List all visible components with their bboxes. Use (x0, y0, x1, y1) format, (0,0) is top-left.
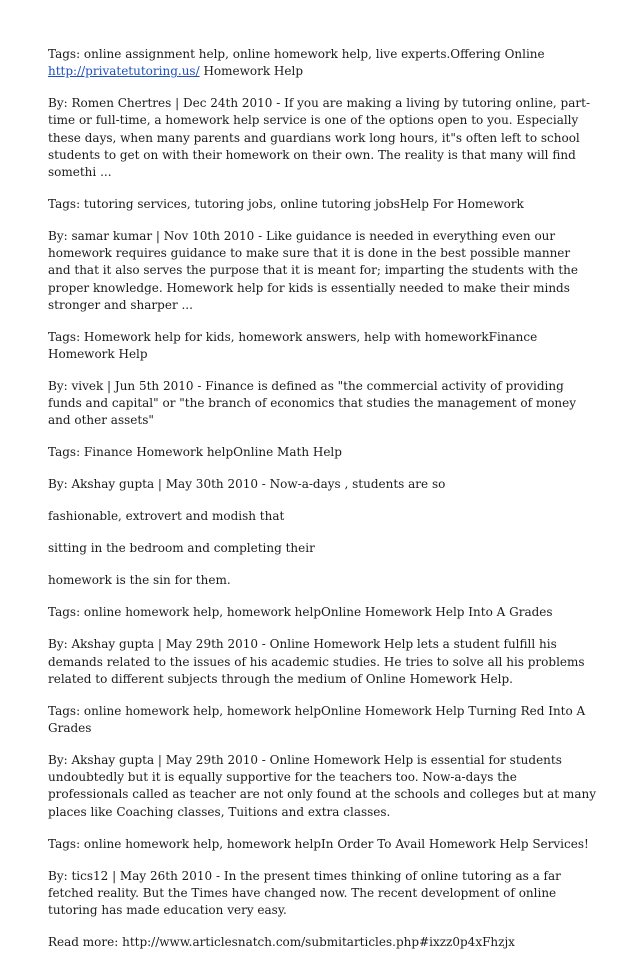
tags-line-1: Tags: tutoring services, tutoring jobs, online tutoring jobsHelp For Homework (48, 197, 524, 212)
intro-tags (48, 46, 596, 80)
tags-line-4: Tags: online homework help, homework helpOnline Homework Help Into A Grades (48, 605, 553, 620)
article-summary-4-line-3: sitting in the bedroom and completing their (48, 541, 315, 556)
intro-tags-suffix: Homework Help (199, 64, 304, 79)
tags-line-5: Tags: online homework help, homework helpOnline Homework Help Turning Red Into A Grades (48, 703, 586, 736)
document-page (48, 46, 596, 966)
article-summary-5: By: Akshay gupta | May 29th 2010 - Online Homework Help lets a student fulfill his demands related to the issues of his academic studies. He tries to solve all his problems related to different subjects through the medium of Online Homework Help. (48, 637, 585, 686)
article-summary-4-line-1: By: Akshay gupta | May 30th 2010 - Now-a-days , students are so (48, 477, 446, 492)
tags-line-3: Tags: Finance Homework helpOnline Math Help (48, 445, 342, 460)
read-more-line: Read more: http://www.articlesnatch.com/submitarticles.php#ixzz0p4xFhzjx (48, 935, 515, 950)
tags-line-2: Tags: Homework help for kids, homework answers, help with homeworkFinance Homework Help (48, 329, 538, 362)
tags-line-6: Tags: online homework help, homework helpIn Order To Avail Homework Help Services! (48, 836, 589, 851)
article-summary-4-line-4: homework is the sin for them. (48, 573, 231, 588)
intro-tags-text: Tags: online assignment help, online homework help, live experts.Offering Online (48, 47, 545, 61)
article-summary-3: By: vivek | Jun 5th 2010 - Finance is defined as "the commercial activity of providing funds and capital" or "the branch of economics that studies the management of money and other assets" (48, 379, 577, 428)
article-summary-6: By: Akshay gupta | May 29th 2010 - Online Homework Help is essential for students undoubtedly but it is equally supportive for the teachers too. Now-a-days the professionals called as teacher are not only found at the schools and colleges but at many places like Coaching classes, Tuitions and extra classes. (48, 753, 596, 819)
privatetutoring-link[interactable]: http://privatetutoring.us/ (48, 64, 200, 79)
article-summary-2: By: samar kumar | Nov 10th 2010 - Like guidance is needed in everything even our homework requires guidance to make sure that it is done in the best possible manner and that it also serves the purpose that it is meant for; imparting the students with the proper knowledge. Homework help for kids is essentially needed to make their minds stronger and sharper ... (48, 229, 578, 312)
article-summary-4-line-2: fashionable, extrovert and modish that (48, 509, 285, 524)
article-summary-7: By: tics12 | May 26th 2010 - In the present times thinking of online tutoring as a far fetched reality. But the Times have changed now. The recent development of online tutoring has made education very easy. (48, 868, 561, 918)
article-summary-1: By: Romen Chertres | Dec 24th 2010 - If you are making a living by tutoring online, part-time or full-time, a homework help service is one of the options open to you. Especially these days, when many parents and guardians work long hours, it"s often left to school students to get on with their homework on their own. The reality is that many will find somethi ... (48, 96, 591, 180)
